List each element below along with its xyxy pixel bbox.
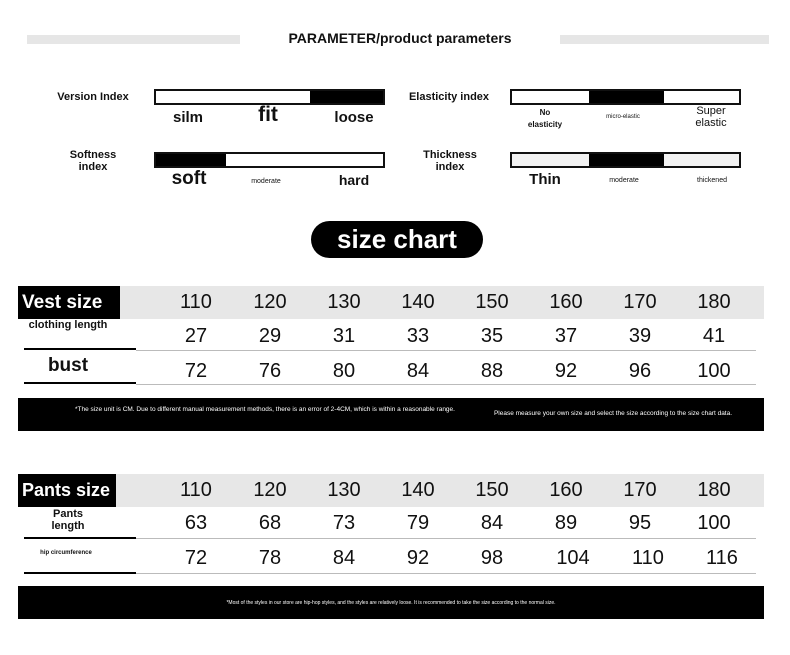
pants-length-110: 63 bbox=[184, 512, 208, 534]
pants-row-divider-hip bbox=[24, 572, 136, 574]
pants-length-130: 73 bbox=[332, 512, 356, 534]
vest-bust-140: 84 bbox=[406, 360, 430, 382]
vest-row-rule-length bbox=[136, 350, 756, 351]
pants-row-rule-length bbox=[136, 538, 756, 539]
pants-length-160: 89 bbox=[554, 512, 578, 534]
param-elasticity-label: Elasticity index bbox=[408, 91, 490, 103]
vest-size-title: Vest size bbox=[18, 286, 120, 319]
vest-size-170: 170 bbox=[623, 291, 657, 313]
vest-bust-110: 72 bbox=[184, 360, 208, 382]
param-elasticity-opt-1: micro-elastic bbox=[606, 114, 640, 120]
param-softness-opt-1: moderate bbox=[251, 178, 281, 185]
vest-length-180: 41 bbox=[702, 325, 726, 347]
pants-size-150: 150 bbox=[475, 479, 509, 501]
vest-row-label-length: clothing length bbox=[28, 319, 108, 331]
vest-row-label-bust: bust bbox=[47, 355, 89, 376]
pants-hip-140: 92 bbox=[406, 547, 430, 569]
pants-hip-110: 72 bbox=[184, 547, 208, 569]
pants-size-170: 170 bbox=[623, 479, 657, 501]
vest-length-150: 35 bbox=[480, 325, 504, 347]
vest-note-left: *The size unit is CM. Due to different manual measurement methods, there is an error of 2-4CM, which is within a reasonable range. bbox=[75, 406, 455, 413]
vest-bust-170: 96 bbox=[628, 360, 652, 382]
vest-size-110: 110 bbox=[180, 291, 212, 313]
pants-size-140: 140 bbox=[401, 479, 435, 501]
pants-row-label-length: Pants length bbox=[51, 508, 85, 533]
pants-hip-160: 104 bbox=[556, 547, 590, 569]
vest-row-rule-bust bbox=[136, 384, 756, 385]
param-elasticity-seg-2 bbox=[664, 91, 739, 103]
param-elasticity-seg-1 bbox=[589, 91, 664, 103]
vest-length-140: 33 bbox=[406, 325, 430, 347]
pants-size-120: 120 bbox=[253, 479, 287, 501]
vest-size-150: 150 bbox=[475, 291, 509, 313]
vest-bust-120: 76 bbox=[258, 360, 282, 382]
pants-hip-150: 98 bbox=[480, 547, 504, 569]
pants-note-banner bbox=[18, 586, 764, 619]
vest-size-120: 120 bbox=[253, 291, 287, 313]
vest-bust-180: 100 bbox=[697, 360, 731, 382]
vest-bust-130: 80 bbox=[332, 360, 356, 382]
pants-length-150: 84 bbox=[480, 512, 504, 534]
param-version-label: Version Index bbox=[57, 91, 129, 103]
param-thickness-seg-1 bbox=[589, 154, 664, 166]
param-version-opt-1: fit bbox=[258, 103, 278, 126]
pants-size-title: Pants size bbox=[18, 474, 116, 507]
pants-length-180: 100 bbox=[697, 512, 731, 534]
param-elasticity-opt-0: No elasticity bbox=[527, 108, 563, 129]
param-version-opt-2: loose bbox=[334, 109, 374, 126]
param-softness-bar bbox=[154, 152, 385, 168]
param-version-opt-0: silm bbox=[172, 109, 203, 126]
page-title: PARAMETER/product parameters bbox=[240, 29, 560, 47]
param-softness-seg-1 bbox=[226, 154, 383, 166]
param-thickness-opt-2: thickened bbox=[697, 177, 727, 184]
pants-size-160: 160 bbox=[549, 479, 583, 501]
param-softness-label: Softness index bbox=[69, 149, 117, 173]
param-softness-seg-0 bbox=[156, 154, 226, 166]
param-version-seg-0 bbox=[156, 91, 310, 103]
pants-row-label-hip: hip circumference bbox=[40, 550, 92, 556]
pants-size-110: 110 bbox=[180, 479, 212, 501]
pants-hip-130: 84 bbox=[332, 547, 356, 569]
pants-length-120: 68 bbox=[258, 512, 282, 534]
vest-length-160: 37 bbox=[554, 325, 578, 347]
pants-hip-170: 110 bbox=[632, 547, 664, 569]
param-thickness-seg-2 bbox=[664, 154, 739, 166]
pants-note: *Most of the styles in our store are hip-hop styles, and the styles are relatively loose. It is recommended to take the size according to the normal size. bbox=[226, 600, 556, 606]
vest-size-160: 160 bbox=[549, 291, 583, 313]
pants-length-170: 95 bbox=[628, 512, 652, 534]
pants-hip-180: 116 bbox=[706, 547, 738, 569]
param-elasticity-bar bbox=[510, 89, 741, 105]
param-softness-opt-2: hard bbox=[338, 172, 370, 188]
vest-note-banner bbox=[18, 398, 764, 431]
size-chart-title: size chart bbox=[311, 221, 483, 258]
pants-header-row bbox=[18, 474, 764, 507]
param-elasticity-seg-0 bbox=[512, 91, 589, 103]
vest-length-120: 29 bbox=[258, 325, 282, 347]
param-thickness-opt-1: moderate bbox=[609, 177, 639, 184]
vest-size-130: 130 bbox=[327, 291, 361, 313]
vest-bust-160: 92 bbox=[554, 360, 578, 382]
pants-size-180: 180 bbox=[697, 479, 731, 501]
param-elasticity-opt-2: Super elastic bbox=[695, 105, 727, 129]
pants-hip-120: 78 bbox=[258, 547, 282, 569]
param-thickness-bar bbox=[510, 152, 741, 168]
pants-row-divider-length bbox=[24, 537, 136, 539]
pants-size-130: 130 bbox=[327, 479, 361, 501]
vest-header-row bbox=[18, 286, 764, 319]
vest-note-right: Please measure your own size and select the size according to the size chart data. bbox=[493, 410, 733, 417]
vest-bust-150: 88 bbox=[480, 360, 504, 382]
param-thickness-opt-0: Thin bbox=[529, 171, 561, 188]
vest-size-140: 140 bbox=[401, 291, 435, 313]
param-version-seg-1 bbox=[310, 91, 383, 103]
param-thickness-label: Thickness index bbox=[423, 149, 477, 173]
pants-row-rule-hip bbox=[136, 573, 756, 574]
pants-length-140: 79 bbox=[406, 512, 430, 534]
vest-row-divider-bust bbox=[24, 382, 136, 384]
vest-size-180: 180 bbox=[697, 291, 731, 313]
vest-length-130: 31 bbox=[332, 325, 356, 347]
vest-length-110: 27 bbox=[184, 325, 208, 347]
param-thickness-seg-0 bbox=[512, 154, 589, 166]
vest-row-divider-length bbox=[24, 348, 136, 350]
vest-length-170: 39 bbox=[628, 325, 652, 347]
param-softness-opt-0: soft bbox=[171, 168, 207, 189]
